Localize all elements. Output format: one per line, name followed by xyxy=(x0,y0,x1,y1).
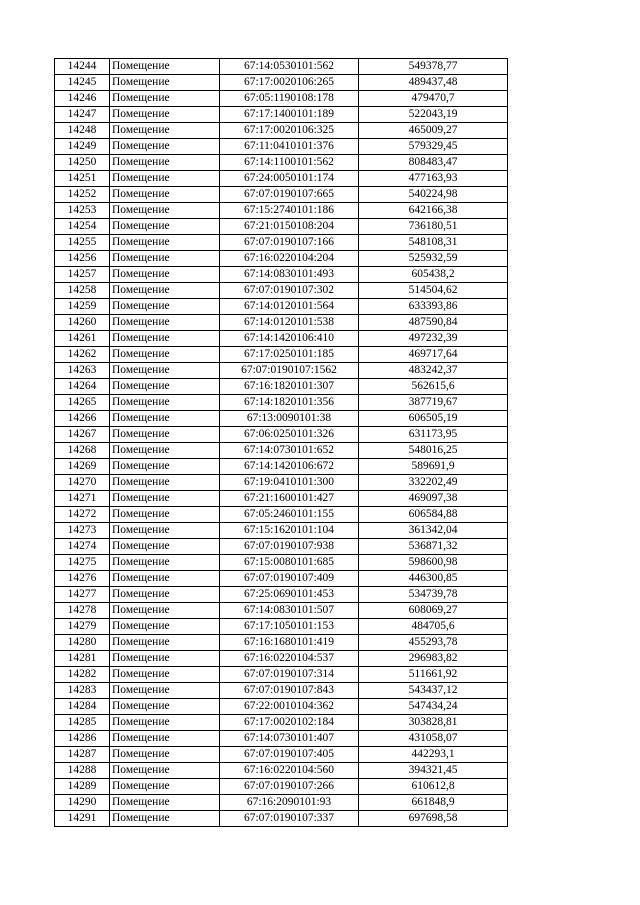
object-type-cell: Помещение xyxy=(110,667,220,683)
object-type-cell: Помещение xyxy=(110,779,220,795)
cadastral-value-cell: 661848,9 xyxy=(359,795,508,811)
object-type-cell: Помещение xyxy=(110,699,220,715)
table-row xyxy=(55,763,508,779)
row-number-cell: 14258 xyxy=(55,283,110,299)
cadastral-number-cell: 67:16:1820101:307 xyxy=(220,379,359,395)
table-row xyxy=(55,731,508,747)
table-row xyxy=(55,795,508,811)
table-row xyxy=(55,683,508,699)
cadastral-value-cell: 442293,1 xyxy=(359,747,508,763)
cadastral-number-cell: 67:07:0190107:302 xyxy=(220,283,359,299)
object-type-cell: Помещение xyxy=(110,331,220,347)
cadastral-number-cell: 67:07:0190107:166 xyxy=(220,235,359,251)
cadastral-value-cell: 562615,6 xyxy=(359,379,508,395)
object-type-cell: Помещение xyxy=(110,731,220,747)
cadastral-number-cell: 67:13:0090101:38 xyxy=(220,411,359,427)
cadastral-value-cell: 642166,38 xyxy=(359,203,508,219)
row-number-cell: 14279 xyxy=(55,619,110,635)
object-type-cell: Помещение xyxy=(110,235,220,251)
table-row xyxy=(55,123,508,139)
object-type-cell: Помещение xyxy=(110,811,220,827)
row-number-cell: 14246 xyxy=(55,91,110,107)
table-row xyxy=(55,59,508,75)
object-type-cell: Помещение xyxy=(110,203,220,219)
object-type-cell: Помещение xyxy=(110,219,220,235)
row-number-cell: 14254 xyxy=(55,219,110,235)
cadastral-number-cell: 67:14:0830101:493 xyxy=(220,267,359,283)
cadastral-number-cell: 67:17:0020106:265 xyxy=(220,75,359,91)
cadastral-number-cell: 67:14:0730101:652 xyxy=(220,443,359,459)
cadastral-value-cell: 534739,78 xyxy=(359,587,508,603)
cadastral-value-cell: 606505,19 xyxy=(359,411,508,427)
cadastral-value-cell: 631173,95 xyxy=(359,427,508,443)
cadastral-number-cell: 67:14:0120101:538 xyxy=(220,315,359,331)
table-row xyxy=(55,203,508,219)
cadastral-value-cell: 736180,51 xyxy=(359,219,508,235)
table-row xyxy=(55,299,508,315)
cadastral-number-cell: 67:07:0190107:405 xyxy=(220,747,359,763)
cadastral-value-cell: 455293,78 xyxy=(359,635,508,651)
cadastral-value-cell: 514504,62 xyxy=(359,283,508,299)
row-number-cell: 14285 xyxy=(55,715,110,731)
row-number-cell: 14272 xyxy=(55,507,110,523)
object-type-cell: Помещение xyxy=(110,443,220,459)
cadastral-number-cell: 67:05:2460101:155 xyxy=(220,507,359,523)
row-number-cell: 14282 xyxy=(55,667,110,683)
cadastral-number-cell: 67:21:0150108:204 xyxy=(220,219,359,235)
row-number-cell: 14274 xyxy=(55,539,110,555)
cadastral-value-cell: 525932,59 xyxy=(359,251,508,267)
object-type-cell: Помещение xyxy=(110,267,220,283)
row-number-cell: 14268 xyxy=(55,443,110,459)
table-row xyxy=(55,427,508,443)
cadastral-value-cell: 540224,98 xyxy=(359,187,508,203)
row-number-cell: 14247 xyxy=(55,107,110,123)
row-number-cell: 14269 xyxy=(55,459,110,475)
cadastral-value-cell: 543437,12 xyxy=(359,683,508,699)
table-row xyxy=(55,443,508,459)
cadastral-value-cell: 606584,88 xyxy=(359,507,508,523)
cadastral-value-cell: 484705,6 xyxy=(359,619,508,635)
row-number-cell: 14264 xyxy=(55,379,110,395)
cadastral-value-cell: 589691,9 xyxy=(359,459,508,475)
cadastral-number-cell: 67:15:2740101:186 xyxy=(220,203,359,219)
object-type-cell: Помещение xyxy=(110,571,220,587)
cadastral-number-cell: 67:17:0020106:325 xyxy=(220,123,359,139)
row-number-cell: 14291 xyxy=(55,811,110,827)
cadastral-value-cell: 465009,27 xyxy=(359,123,508,139)
object-type-cell: Помещение xyxy=(110,715,220,731)
row-number-cell: 14271 xyxy=(55,491,110,507)
cadastral-number-cell: 67:14:0120101:564 xyxy=(220,299,359,315)
cadastral-number-cell: 67:07:0190107:665 xyxy=(220,187,359,203)
cadastral-number-cell: 67:16:2090101:93 xyxy=(220,795,359,811)
cadastral-number-cell: 67:17:0020102:184 xyxy=(220,715,359,731)
table-row xyxy=(55,171,508,187)
table-row xyxy=(55,363,508,379)
cadastral-number-cell: 67:05:1190108:178 xyxy=(220,91,359,107)
row-number-cell: 14249 xyxy=(55,139,110,155)
cadastral-value-cell: 361342,04 xyxy=(359,523,508,539)
object-type-cell: Помещение xyxy=(110,379,220,395)
row-number-cell: 14278 xyxy=(55,603,110,619)
cadastral-value-cell: 296983,82 xyxy=(359,651,508,667)
cadastral-value-cell: 598600,98 xyxy=(359,555,508,571)
object-type-cell: Помещение xyxy=(110,347,220,363)
table-row xyxy=(55,747,508,763)
object-type-cell: Помещение xyxy=(110,75,220,91)
cadastral-number-cell: 67:15:0080101:685 xyxy=(220,555,359,571)
cadastral-number-cell: 67:19:0410101:300 xyxy=(220,475,359,491)
cadastral-number-cell: 67:14:1820101:356 xyxy=(220,395,359,411)
registry-table-body xyxy=(55,59,508,827)
object-type-cell: Помещение xyxy=(110,475,220,491)
row-number-cell: 14257 xyxy=(55,267,110,283)
table-row xyxy=(55,251,508,267)
table-row xyxy=(55,603,508,619)
object-type-cell: Помещение xyxy=(110,363,220,379)
object-type-cell: Помещение xyxy=(110,91,220,107)
object-type-cell: Помещение xyxy=(110,555,220,571)
object-type-cell: Помещение xyxy=(110,523,220,539)
cadastral-number-cell: 67:17:1400101:189 xyxy=(220,107,359,123)
row-number-cell: 14263 xyxy=(55,363,110,379)
object-type-cell: Помещение xyxy=(110,587,220,603)
object-type-cell: Помещение xyxy=(110,155,220,171)
cadastral-value-cell: 483242,37 xyxy=(359,363,508,379)
object-type-cell: Помещение xyxy=(110,299,220,315)
cadastral-value-cell: 522043,19 xyxy=(359,107,508,123)
object-type-cell: Помещение xyxy=(110,507,220,523)
cadastral-number-cell: 67:17:1050101:153 xyxy=(220,619,359,635)
row-number-cell: 14273 xyxy=(55,523,110,539)
cadastral-number-cell: 67:14:1420106:672 xyxy=(220,459,359,475)
table-row xyxy=(55,811,508,827)
table-row xyxy=(55,139,508,155)
cadastral-number-cell: 67:16:0220104:537 xyxy=(220,651,359,667)
table-row xyxy=(55,379,508,395)
cadastral-number-cell: 67:16:0220104:560 xyxy=(220,763,359,779)
cadastral-number-cell: 67:14:1100101:562 xyxy=(220,155,359,171)
table-row xyxy=(55,331,508,347)
row-number-cell: 14281 xyxy=(55,651,110,667)
registry-table xyxy=(54,58,508,827)
object-type-cell: Помещение xyxy=(110,251,220,267)
table-row xyxy=(55,459,508,475)
cadastral-number-cell: 67:07:0190107:1562 xyxy=(220,363,359,379)
object-type-cell: Помещение xyxy=(110,651,220,667)
cadastral-value-cell: 610612,8 xyxy=(359,779,508,795)
row-number-cell: 14283 xyxy=(55,683,110,699)
table-row xyxy=(55,75,508,91)
cadastral-number-cell: 67:24:0050101:174 xyxy=(220,171,359,187)
table-row xyxy=(55,155,508,171)
table-row xyxy=(55,667,508,683)
object-type-cell: Помещение xyxy=(110,123,220,139)
row-number-cell: 14256 xyxy=(55,251,110,267)
cadastral-value-cell: 487590,84 xyxy=(359,315,508,331)
row-number-cell: 14266 xyxy=(55,411,110,427)
row-number-cell: 14250 xyxy=(55,155,110,171)
cadastral-value-cell: 394321,45 xyxy=(359,763,508,779)
object-type-cell: Помещение xyxy=(110,283,220,299)
cadastral-value-cell: 431058,07 xyxy=(359,731,508,747)
table-row xyxy=(55,187,508,203)
cadastral-value-cell: 446300,85 xyxy=(359,571,508,587)
cadastral-value-cell: 548016,25 xyxy=(359,443,508,459)
row-number-cell: 14280 xyxy=(55,635,110,651)
object-type-cell: Помещение xyxy=(110,315,220,331)
table-row xyxy=(55,347,508,363)
row-number-cell: 14248 xyxy=(55,123,110,139)
table-row xyxy=(55,619,508,635)
table-row xyxy=(55,235,508,251)
cadastral-number-cell: 67:14:0830101:507 xyxy=(220,603,359,619)
cadastral-number-cell: 67:17:0250101:185 xyxy=(220,347,359,363)
row-number-cell: 14245 xyxy=(55,75,110,91)
table-row xyxy=(55,555,508,571)
object-type-cell: Помещение xyxy=(110,795,220,811)
table-row xyxy=(55,411,508,427)
row-number-cell: 14287 xyxy=(55,747,110,763)
cadastral-value-cell: 608069,27 xyxy=(359,603,508,619)
table-row xyxy=(55,491,508,507)
row-number-cell: 14251 xyxy=(55,171,110,187)
table-row xyxy=(55,395,508,411)
object-type-cell: Помещение xyxy=(110,187,220,203)
cadastral-value-cell: 808483,47 xyxy=(359,155,508,171)
table-row xyxy=(55,315,508,331)
cadastral-value-cell: 605438,2 xyxy=(359,267,508,283)
row-number-cell: 14262 xyxy=(55,347,110,363)
cadastral-value-cell: 497232,39 xyxy=(359,331,508,347)
row-number-cell: 14259 xyxy=(55,299,110,315)
row-number-cell: 14290 xyxy=(55,795,110,811)
table-row xyxy=(55,523,508,539)
cadastral-number-cell: 67:07:0190107:266 xyxy=(220,779,359,795)
row-number-cell: 14253 xyxy=(55,203,110,219)
cadastral-value-cell: 479470,7 xyxy=(359,91,508,107)
cadastral-number-cell: 67:07:0190107:938 xyxy=(220,539,359,555)
table-row xyxy=(55,267,508,283)
cadastral-value-cell: 387719,67 xyxy=(359,395,508,411)
object-type-cell: Помещение xyxy=(110,603,220,619)
table-row xyxy=(55,475,508,491)
table-row xyxy=(55,699,508,715)
table-row xyxy=(55,219,508,235)
cadastral-number-cell: 67:16:1680101:419 xyxy=(220,635,359,651)
cadastral-number-cell: 67:11:0410101:376 xyxy=(220,139,359,155)
object-type-cell: Помещение xyxy=(110,459,220,475)
row-number-cell: 14275 xyxy=(55,555,110,571)
object-type-cell: Помещение xyxy=(110,747,220,763)
cadastral-number-cell: 67:07:0190107:314 xyxy=(220,667,359,683)
table-row xyxy=(55,283,508,299)
cadastral-value-cell: 469717,64 xyxy=(359,347,508,363)
row-number-cell: 14288 xyxy=(55,763,110,779)
table-row xyxy=(55,635,508,651)
cadastral-number-cell: 67:07:0190107:409 xyxy=(220,571,359,587)
cadastral-value-cell: 469097,38 xyxy=(359,491,508,507)
cadastral-value-cell: 511661,92 xyxy=(359,667,508,683)
object-type-cell: Помещение xyxy=(110,171,220,187)
object-type-cell: Помещение xyxy=(110,59,220,75)
table-row xyxy=(55,779,508,795)
object-type-cell: Помещение xyxy=(110,539,220,555)
cadastral-number-cell: 67:21:1600101:427 xyxy=(220,491,359,507)
cadastral-number-cell: 67:14:0730101:407 xyxy=(220,731,359,747)
row-number-cell: 14261 xyxy=(55,331,110,347)
table-row xyxy=(55,91,508,107)
object-type-cell: Помещение xyxy=(110,139,220,155)
cadastral-number-cell: 67:16:0220104:204 xyxy=(220,251,359,267)
cadastral-value-cell: 332202,49 xyxy=(359,475,508,491)
cadastral-value-cell: 633393,86 xyxy=(359,299,508,315)
row-number-cell: 14244 xyxy=(55,59,110,75)
cadastral-number-cell: 67:06:0250101:326 xyxy=(220,427,359,443)
cadastral-number-cell: 67:07:0190107:843 xyxy=(220,683,359,699)
object-type-cell: Помещение xyxy=(110,411,220,427)
row-number-cell: 14284 xyxy=(55,699,110,715)
cadastral-number-cell: 67:25:0690101:453 xyxy=(220,587,359,603)
object-type-cell: Помещение xyxy=(110,107,220,123)
object-type-cell: Помещение xyxy=(110,427,220,443)
object-type-cell: Помещение xyxy=(110,763,220,779)
row-number-cell: 14255 xyxy=(55,235,110,251)
cadastral-value-cell: 536871,32 xyxy=(359,539,508,555)
table-row xyxy=(55,651,508,667)
cadastral-value-cell: 477163,93 xyxy=(359,171,508,187)
cadastral-value-cell: 489437,48 xyxy=(359,75,508,91)
cadastral-value-cell: 697698,58 xyxy=(359,811,508,827)
row-number-cell: 14260 xyxy=(55,315,110,331)
cadastral-value-cell: 547434,24 xyxy=(359,699,508,715)
row-number-cell: 14276 xyxy=(55,571,110,587)
row-number-cell: 14277 xyxy=(55,587,110,603)
table-row xyxy=(55,571,508,587)
table-row xyxy=(55,107,508,123)
cadastral-number-cell: 67:15:1620101:104 xyxy=(220,523,359,539)
cadastral-value-cell: 548108,31 xyxy=(359,235,508,251)
table-row xyxy=(55,715,508,731)
cadastral-number-cell: 67:07:0190107:337 xyxy=(220,811,359,827)
row-number-cell: 14265 xyxy=(55,395,110,411)
row-number-cell: 14252 xyxy=(55,187,110,203)
cadastral-value-cell: 579329,45 xyxy=(359,139,508,155)
cadastral-value-cell: 303828,81 xyxy=(359,715,508,731)
table-row xyxy=(55,507,508,523)
object-type-cell: Помещение xyxy=(110,395,220,411)
row-number-cell: 14289 xyxy=(55,779,110,795)
table-row xyxy=(55,587,508,603)
object-type-cell: Помещение xyxy=(110,491,220,507)
cadastral-number-cell: 67:14:0530101:562 xyxy=(220,59,359,75)
cadastral-number-cell: 67:14:1420106:410 xyxy=(220,331,359,347)
table-row xyxy=(55,539,508,555)
object-type-cell: Помещение xyxy=(110,635,220,651)
object-type-cell: Помещение xyxy=(110,683,220,699)
cadastral-value-cell: 549378,77 xyxy=(359,59,508,75)
object-type-cell: Помещение xyxy=(110,619,220,635)
cadastral-number-cell: 67:22:0010104:362 xyxy=(220,699,359,715)
row-number-cell: 14267 xyxy=(55,427,110,443)
row-number-cell: 14286 xyxy=(55,731,110,747)
row-number-cell: 14270 xyxy=(55,475,110,491)
